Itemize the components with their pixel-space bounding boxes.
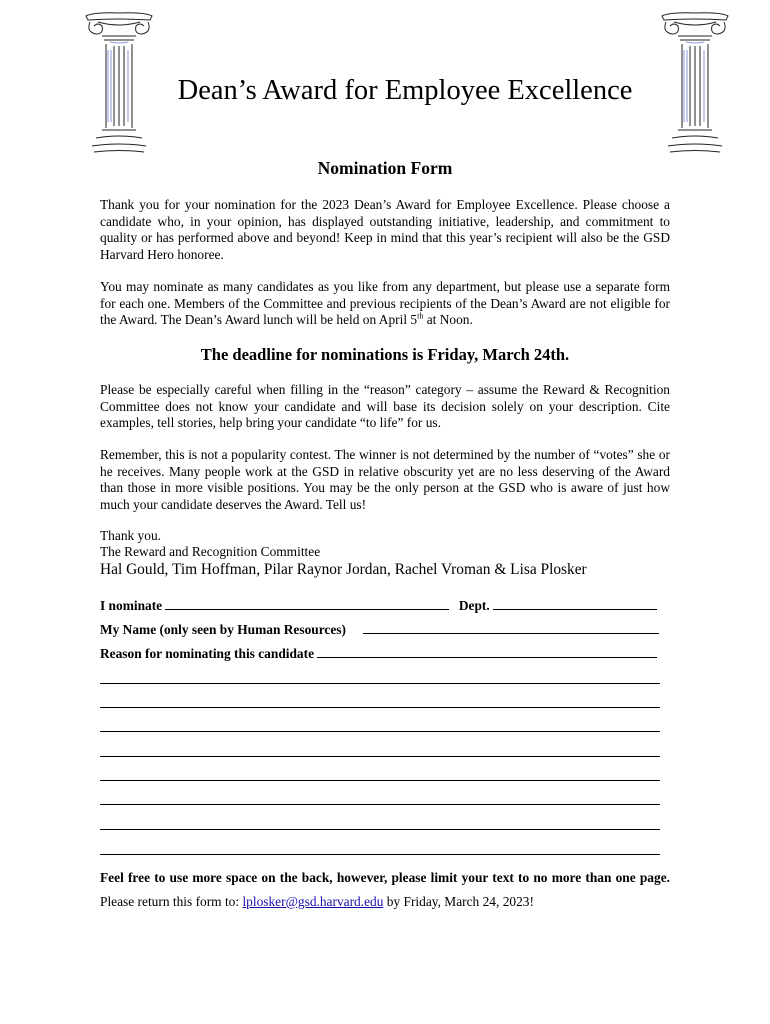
nominee-label: I nominate [100,598,163,613]
email-link[interactable]: lplosker@gsd.harvard.edu [242,894,384,909]
reason-writing-line[interactable] [100,804,660,805]
committee-name: The Reward and Recognition Committee [100,544,321,559]
reason-writing-line[interactable] [100,756,660,757]
my-name-input-line[interactable] [363,621,659,634]
nominee-input-line[interactable] [165,597,449,610]
committee-members: Hal Gould, Tim Hoffman, Pilar Raynor Jordan, Rachel Vroman & Lisa Plosker [100,561,587,578]
reminder-paragraph: Remember, this is not a popularity contest. The winner is not determined by the number of “votes” she or he receives. Many people work at the GSD in relative obscurity yet are no less deserving of the Award than those in more visible positions. You may be the only person at the GSD who is aware of just how much your candidate deserves the Award. Tell us! [100,447,670,512]
reason-writing-line[interactable] [100,854,660,855]
eligibility-paragraph [100,279,670,329]
dept-label: Dept. [458,598,490,613]
reason-label: Reason for nominating this candidate [100,646,315,661]
return-text: Please return this form to: [100,894,243,909]
reason-writing-line[interactable] [100,780,660,781]
nominee-row [100,597,675,614]
page-title: Dean’s Award for Employee Excellence [177,75,633,106]
reason-writing-line[interactable] [100,707,660,708]
reason-writing-line[interactable] [100,683,660,684]
reason-input-line[interactable] [317,645,657,658]
my-name-label: My Name (only seen by Human Resources) [100,622,346,637]
my-name-row [100,621,675,638]
reason-writing-line[interactable] [100,731,660,732]
return-instructions [100,866,670,914]
ordinal-suffix: th [417,311,424,321]
deadline-heading: The deadline for nominations is Friday, March 24th. [200,345,570,364]
space-limit-note: Feel free to use more space on the back, however, please limit your text to no more than one page. [100,870,670,885]
dept-input-line[interactable] [493,597,657,610]
eligibility-text-end: at Noon. [423,312,473,327]
guidance-paragraph: Please be especially careful when filling in the “reason” category – assume the Reward & Recognition Committee does not know your candidate and will base its decision solely on your description. Cite examples, tell stories, help bring your candidate “to life” for us. [100,382,670,430]
intro-paragraph: Thank you for your nomination for the 2023 Dean’s Award for Employee Excellence. Please choose a candidate who, in your opinion, has displayed outstanding initiative, leadership, and commitment to quality or has performed above and beyond! Keep in mind that this year’s recipient will also be the GSD Harvard Hero honoree. [100,197,670,262]
thank-you-text: Thank you. [100,528,161,543]
eligibility-text: You may nominate as many candidates as you like from any department, but please use a separate form for each one. Members of the Committee and previous recipients of the Dean’s Award are not eligible for the Award. The Dean’s Award lunch will be held on April 5 [100,279,670,327]
form-subtitle: Nomination Form [317,158,453,178]
reason-writing-line[interactable] [100,829,660,830]
reason-row [100,645,675,662]
return-deadline-text: by Friday, March 24, 2023! [383,894,534,909]
